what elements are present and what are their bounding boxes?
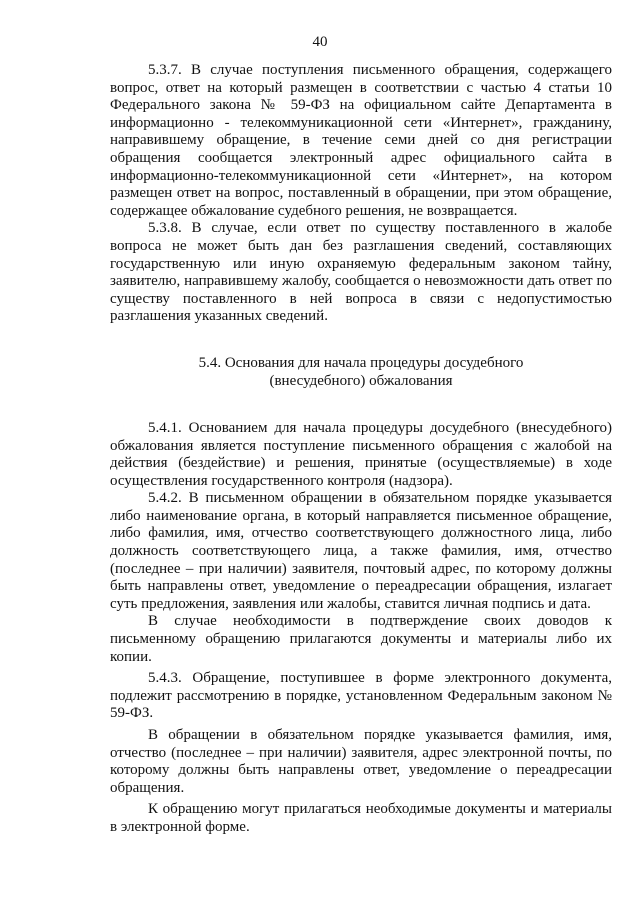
section-heading-line-1: 5.4. Основания для начала процедуры досудебного — [198, 354, 524, 371]
section-heading-5-4 — [110, 354, 612, 390]
paragraph-5-4-3: 5.4.3. Обращение, поступившее в форме электронного документа, подлежит рассмотрению в порядке, установленном Федеральным законом № 59-ФЗ. — [110, 670, 612, 722]
document-body — [110, 62, 612, 837]
paragraph-5-4-1: 5.4.1. Основанием для начала процедуры досудебного (внесудебного) обжалования является поступление письменного обращения с жалобой на действия (бездействие) и решения, принятые (осуществляемые) в ходе осуществления государственного контроля (надзора). — [110, 419, 612, 489]
paragraph-5-4-2: 5.4.2. В письменном обращении в обязательном порядке указывается либо наименование органа, в который направляется письменное обращение, либо фамилия, имя, отчество соответствующего должностного лица, либо должность соответствующего лица, а также фамилия, имя, отчество (последнее – при наличии) заявителя, почтовый адрес, по которому должны быть направлены ответ, уведомление о переадресации обращения, излагает суть предложения, заявления или жалобы, ставится личная подпись и дата. — [110, 490, 612, 612]
paragraph-electronic-requirements: В обращении в обязательном порядке указывается фамилия, имя, отчество (последнее – при наличии) заявителя, адрес электронной почты, по которому должны быть направлены ответ, уведомление о переадресации обращения. — [110, 727, 612, 796]
section-heading-line-2: (внесудебного) обжалования — [269, 372, 453, 389]
paragraph-5-3-7: 5.3.7. В случае поступления письменного обращения, содержащего вопрос, ответ на который размещен в соответствии с частью 4 статьи 10 Федерального закона № 59-ФЗ на официальном сайте Департамента в информационно - телекоммуникационной сети «Интернет», гражданину, направившему обращение, в течение семи дней со дня регистрации обращения сообщается электронный адрес официального сайта в информационно-телекоммуникационной сети «Интернет», на котором размещен ответ на вопрос, поставленный в обращении, при этом обращение, содержащее обжалование судебного решения, не возвращается. — [110, 62, 612, 219]
page-number: 40 — [312, 34, 328, 50]
paragraph-5-3-8: 5.3.8. В случае, если ответ по существу поставленного в жалобе вопроса не может быть дан без разглашения сведений, составляющих государственную или иную охраняемую федеральным законом тайну, заявителю, направившему жалобу, сообщается о невозможности дать ответ по существу поставленного в ней вопроса в связи с недопустимостью разглашения указанных сведений. — [110, 220, 612, 325]
paragraph-electronic-attachments: К обращению могут прилагаться необходимые документы и материалы в электронной форме. — [110, 801, 612, 835]
paragraph-supporting-documents: В случае необходимости в подтверждение своих доводов к письменному обращению прилагаются документы и материалы либо их копии. — [110, 613, 612, 665]
